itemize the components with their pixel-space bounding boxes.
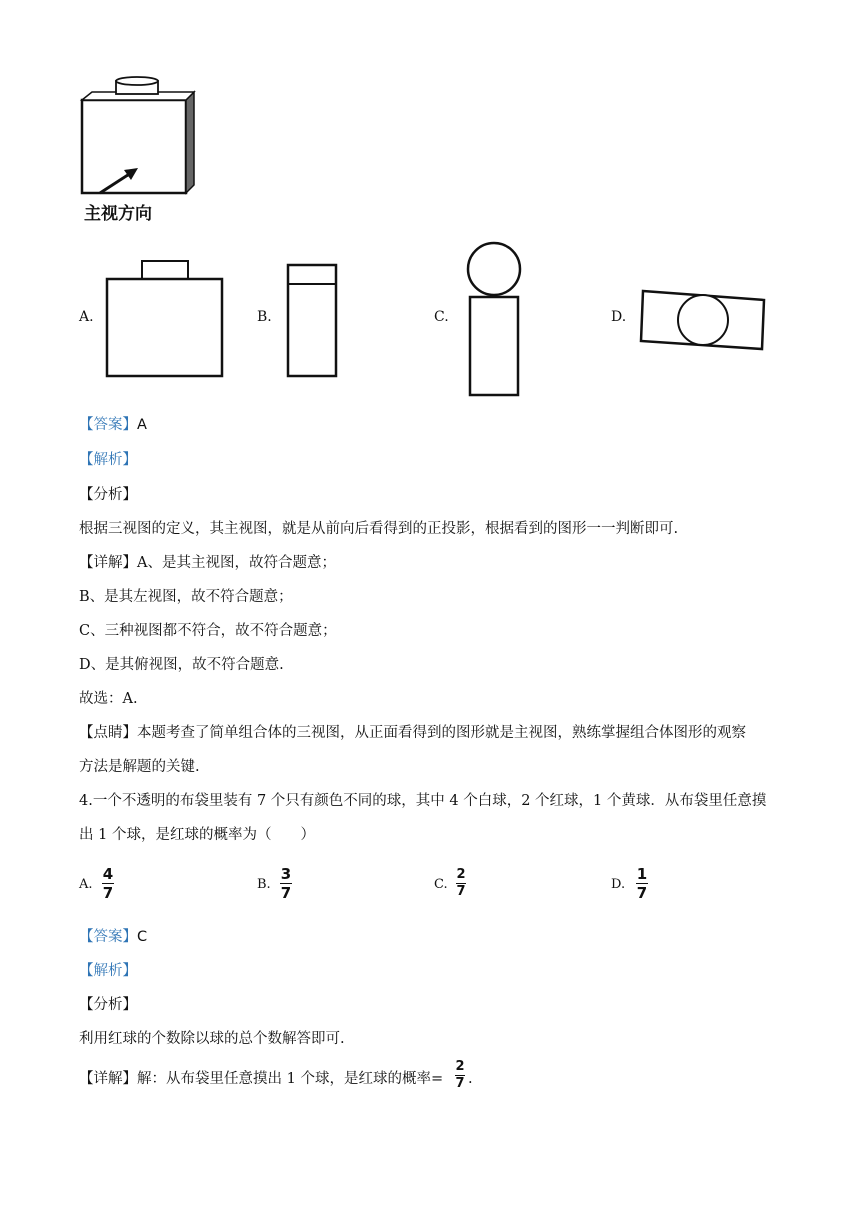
q4-option-a-num: 4 — [102, 865, 114, 883]
q3-comment-line-2: 方法是解题的关键. — [79, 759, 200, 775]
q4-fenxi-tag: 【分析】 — [79, 997, 137, 1013]
q4-question-line-1: 4.一个不透明的布袋里装有 7 个只有颜色不同的球，其中 4 个白球，2 个红球，1 个黄球．从布袋里任意摸 — [79, 793, 767, 809]
q3-detail-line-4: D、是其俯视图，故不符合题意. — [79, 657, 284, 673]
q4-analysis-tag: 【解析】 — [79, 963, 137, 979]
q4-fenxi-text: 利用红球的个数除以球的总个数解答即可. — [79, 1031, 345, 1047]
q3-comment-tag: 【点睛】 — [79, 725, 137, 741]
figure-option-c-label: C. — [434, 309, 449, 325]
q4-option-b-num: 3 — [280, 865, 292, 883]
q4-option-d-label: D. — [611, 877, 626, 892]
q4-detail-end: . — [468, 1071, 473, 1087]
figure-option-b-label: B. — [257, 309, 272, 325]
q3-choice: 故选：A. — [79, 691, 138, 707]
solid-figure — [78, 75, 208, 200]
q3-detail-line-3: C、三种视图都不符合，故不符合题意； — [79, 623, 337, 639]
option-c-shape — [465, 240, 523, 400]
q3-fenxi-text: 根据三视图的定义，其主视图，就是从前向后看得到的正投影，根据看到的图形一一判断即可. — [79, 521, 679, 537]
q3-detail-tag: 【详解】 — [79, 555, 137, 571]
q3-detail-line-2: B、是其左视图，故不符合题意； — [79, 589, 293, 605]
option-a-shape — [104, 258, 226, 380]
q4-option-d-fraction — [636, 866, 648, 901]
q4-answer-tag: 【答案】 — [79, 929, 137, 945]
q4-detail-fraction — [455, 1060, 465, 1091]
q4-detail-tag: 【详解】 — [79, 1071, 137, 1087]
q3-detail-line-1 — [79, 553, 336, 573]
view-direction-caption: 主视方向 — [84, 204, 152, 224]
q4-option-c-den: 7 — [456, 884, 466, 899]
q4-detail-text: 解：从布袋里任意摸出 1 个球，是红球的概率= — [137, 1071, 444, 1087]
q3-analysis-tag: 【解析】 — [79, 452, 137, 468]
q4-option-c-label: C. — [434, 877, 448, 892]
q4-option-d-den: 7 — [636, 884, 648, 902]
q4-answer-value: C — [137, 929, 148, 945]
q4-option-b-fraction — [280, 866, 292, 901]
q4-option-c-num: 2 — [456, 867, 466, 882]
q3-answer-tag: 【答案】 — [79, 417, 137, 433]
figure-option-d-label: D. — [611, 309, 627, 325]
q3-detail-text-a: A、是其主视图，故符合题意； — [137, 555, 336, 571]
q3-answer — [79, 415, 147, 435]
q3-comment-text-1: 本题考查了简单组合体的三视图，从正面看得到的图形就是主视图，熟练掌握组合体图形的观察 — [137, 725, 746, 741]
q4-answer — [79, 927, 147, 947]
q3-answer-value: A — [137, 417, 147, 433]
q4-detail-line — [79, 1069, 443, 1089]
q4-option-b-den: 7 — [280, 884, 292, 902]
option-d-shape — [638, 285, 768, 355]
option-b-shape — [285, 262, 340, 380]
q4-detail-den: 7 — [455, 1076, 465, 1091]
figure-option-a-label: A. — [79, 309, 94, 325]
q4-option-d-num: 1 — [636, 865, 648, 883]
q4-question-line-2: 出 1 个球，是红球的概率为（ ） — [79, 827, 315, 843]
q4-detail-num: 2 — [455, 1059, 465, 1074]
q4-option-a-den: 7 — [102, 884, 114, 902]
q4-option-a-fraction — [102, 866, 114, 901]
q4-option-b-label: B. — [257, 877, 271, 892]
q3-fenxi-tag: 【分析】 — [79, 487, 137, 503]
q4-option-a-label: A. — [79, 877, 93, 892]
q3-comment-line-1 — [79, 723, 746, 743]
q4-option-c-fraction — [456, 868, 466, 899]
